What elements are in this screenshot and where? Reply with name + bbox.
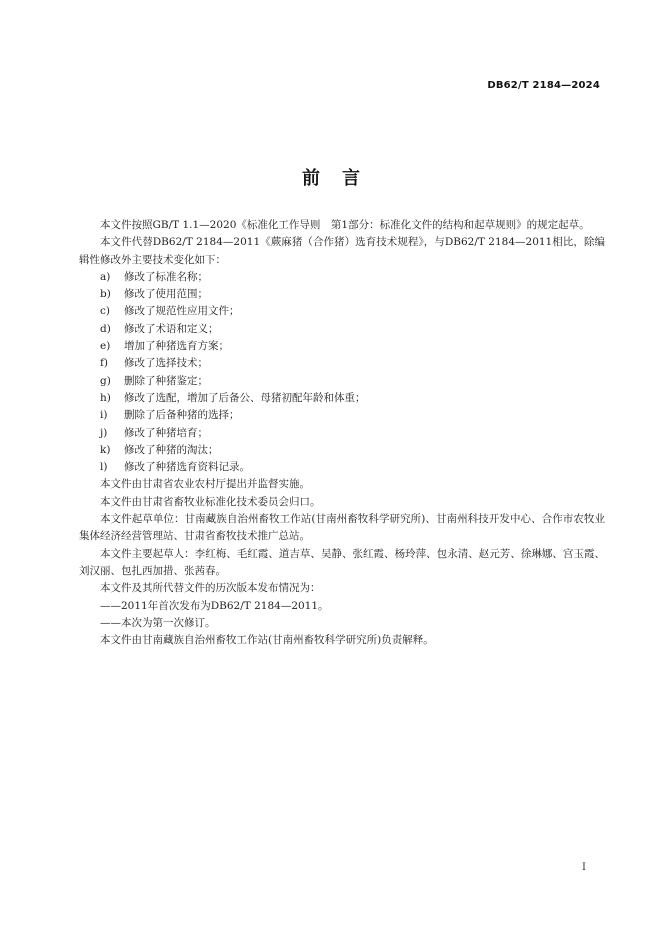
list-text: 增加了种猪选育方案；: [124, 340, 229, 353]
list-marker: b): [100, 288, 111, 301]
list-marker: i): [100, 409, 108, 422]
list-text: 删除了后备种猪的选择；: [124, 409, 240, 422]
drafting-units-paragraph: 本文件起草单位：甘南藏族自治州畜牧工作站(甘南州畜牧科学研究所)、甘南州科技开发中心、合作市农牧业集体经济经营管理站、甘肃省畜牧技术推广总站。: [79, 513, 605, 543]
list-marker: j): [100, 426, 108, 439]
foreword-body: [79, 217, 605, 649]
list-marker: h): [100, 391, 111, 404]
list-marker: l): [100, 461, 108, 474]
intro-paragraph: 本文件按照GB/T 1.1—2020《标准化工作导则 第1部分：标准化文件的结构和起草规则》的规定起草。: [100, 219, 590, 231]
history-item: ——2011年首次发布为DB62/T 2184—2011。: [100, 599, 329, 612]
list-text: 修改了标准名称；: [124, 270, 208, 283]
proposer-paragraph: 本文件由甘肃省农业农村厅提出并监督实施。: [100, 478, 310, 491]
list-item: [79, 338, 605, 355]
page-number: I: [582, 862, 586, 873]
list-text: 修改了选配，增加了后备公、母猪初配年龄和体重；: [124, 391, 366, 404]
list-text: 修改了种猪的淘汰；: [124, 443, 219, 456]
intro-paragraph: 本文件代替DB62/T 2184—2011《蕨麻猪（合作猪）选育技术规程》，与DB62/T 2184—2011相比，除编辑性修改外主要技术变化如下：: [79, 236, 605, 266]
history-paragraph: 本文件及其所代替文件的历次版本发布情况为：: [100, 582, 321, 595]
list-item: [79, 269, 605, 286]
page-title: 前言: [302, 168, 382, 189]
list-item: [79, 373, 605, 390]
document-code: DB62/T 2184—2024: [487, 80, 600, 91]
list-item: [79, 442, 605, 459]
list-item: [79, 407, 605, 424]
list-item: [79, 355, 605, 372]
list-item: [79, 390, 605, 407]
committee-paragraph: 本文件由甘肃省畜牧业标准化技术委员会归口。: [100, 495, 321, 508]
list-item: [79, 303, 605, 320]
changes-list: [79, 269, 605, 477]
list-marker: d): [100, 322, 111, 335]
list-item: [79, 321, 605, 338]
list-marker: c): [100, 305, 110, 318]
list-item: [79, 286, 605, 303]
list-marker: f): [100, 357, 108, 370]
history-item: ——本次为第一次修订。: [100, 616, 216, 629]
list-item: [79, 459, 605, 476]
interpretation-paragraph: 本文件由甘南藏族自治州畜牧工作站(甘南州畜牧科学研究所)负责解释。: [100, 634, 434, 647]
list-text: 修改了使用范围；: [124, 288, 208, 301]
drafters-paragraph: 本文件主要起草人：李红梅、毛红霞、道吉草、吴静、张红霞、杨玲萍、包永清、赵元芳、徐琳娜、宫玉霞、刘汉丽、包扎西加措、张茜春。: [79, 547, 605, 577]
list-text: 修改了术语和定义；: [124, 322, 219, 335]
list-marker: g): [100, 374, 111, 387]
list-text: 修改了种猪培育；: [124, 426, 208, 439]
list-marker: k): [100, 443, 111, 456]
list-text: 删除了种猪鉴定；: [124, 374, 208, 387]
list-marker: e): [100, 340, 111, 353]
list-marker: a): [100, 270, 111, 283]
list-text: 修改了规范性应用文件；: [124, 305, 240, 318]
list-item: [79, 425, 605, 442]
list-text: 修改了选择技术；: [124, 357, 208, 370]
list-text: 修改了种猪选育资料记录。: [124, 461, 250, 474]
